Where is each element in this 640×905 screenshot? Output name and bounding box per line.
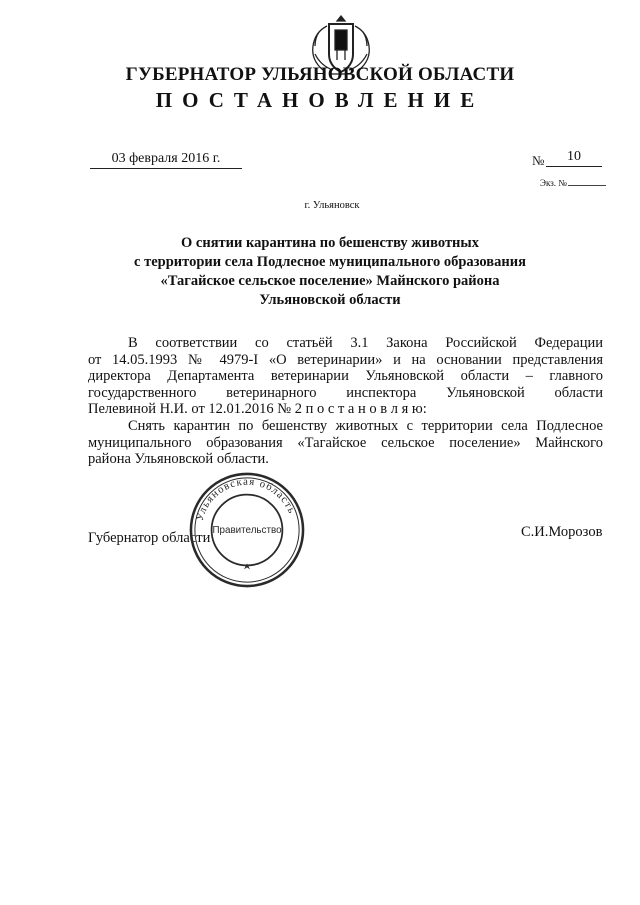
copy-label: Экз. №	[540, 178, 567, 188]
document-number: 10	[546, 149, 602, 167]
document-body	[88, 335, 603, 468]
body-line: государственного ветеринарного инспектора Ульяновской области	[88, 384, 603, 401]
copy-number	[540, 178, 606, 188]
seal-outer-text: Ульяновская область	[193, 475, 299, 523]
body-line: В соответствии со статьёй 3.1 Закона Российской Федерации	[128, 335, 603, 351]
title-line: «Тагайское сельское поселение» Майнского района	[160, 273, 500, 289]
document-date: 03 февраля 2016 г.	[90, 151, 242, 169]
svg-text:Ульяновская область	[194, 476, 298, 523]
body-line: директора Департамента ветеринарии Ульяновской области – главного	[88, 368, 603, 385]
document-title	[0, 234, 640, 310]
seal-star-icon	[244, 563, 250, 569]
body-line: от 14.05.1993 № 4979-I «О ветеринарии» и на основании представления	[88, 351, 603, 368]
official-seal	[188, 471, 306, 589]
title-line: О снятии карантина по бешенству животных	[181, 235, 479, 251]
body-line: района Ульяновской области.	[88, 451, 269, 468]
number-sign: №	[532, 153, 545, 168]
document-type: ПОСТАНОВЛЕНИЕ	[155, 88, 485, 112]
title-line: Ульяновской области	[259, 292, 401, 308]
body-line: Пелевиной Н.И. от 12.01.2016 № 2 п о с т а н о в л я ю:	[88, 401, 427, 418]
place-of-issue: г. Ульяновск	[304, 200, 360, 211]
body-line: Снять карантин по бешенству животных с территории села Подлесное	[128, 417, 603, 434]
signatory-name: С.И.Морозов	[521, 524, 603, 540]
issuing-authority: ГУБЕРНАТОР УЛЬЯНОВСКОЙ ОБЛАСТИ	[125, 64, 515, 85]
signatory-position: Губернатор области	[88, 530, 211, 546]
body-line: муниципального образования «Тагайское сельское поселение» Майнского	[88, 434, 603, 451]
title-line: с территории села Подлесное муниципального образования	[134, 254, 526, 270]
seal-inner-text: Правительство	[212, 524, 282, 536]
